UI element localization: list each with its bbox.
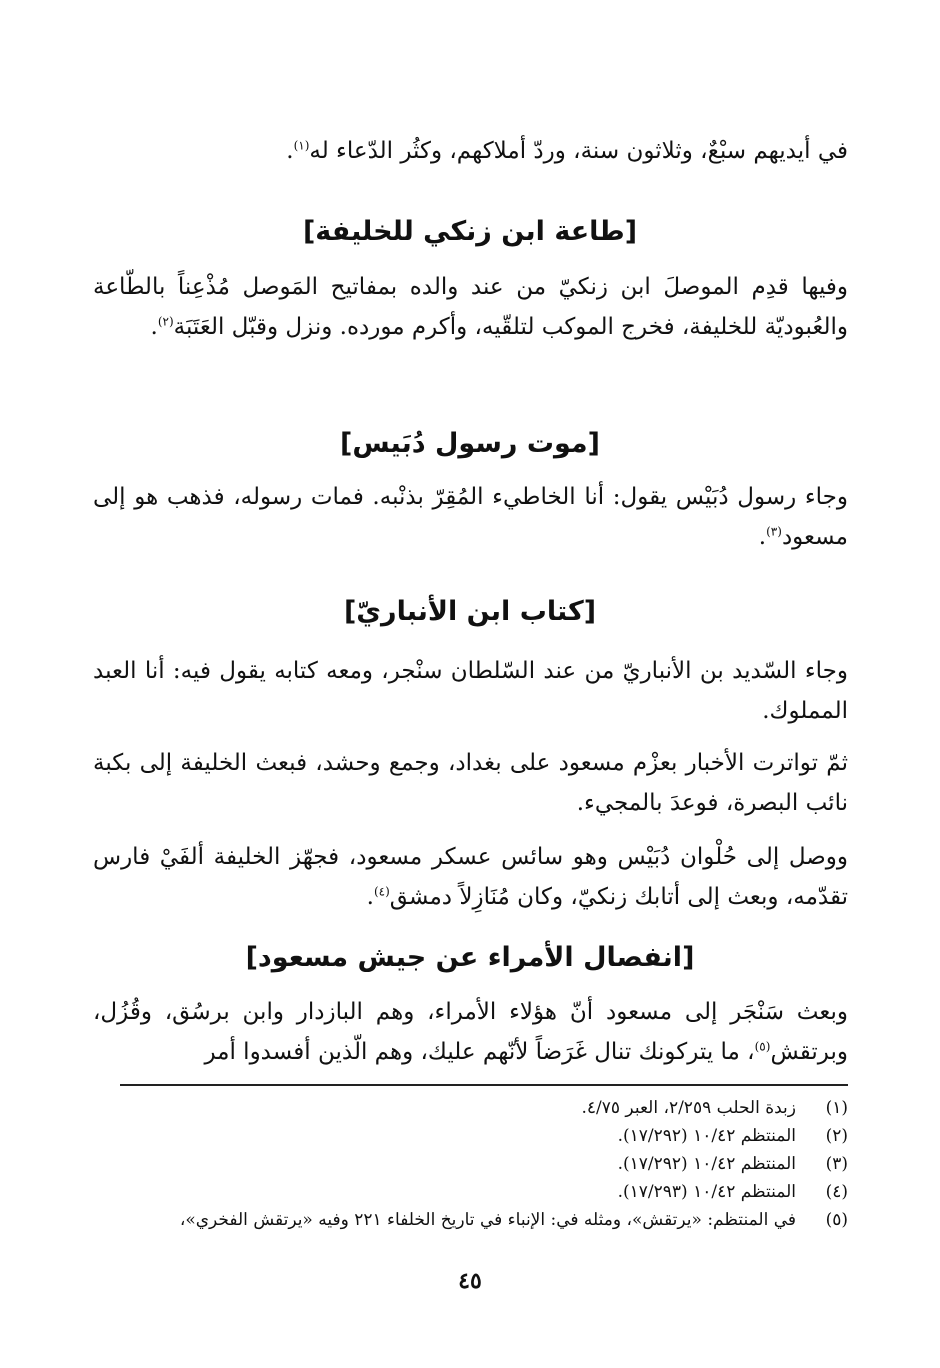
section-3-paragraph-1: [93, 651, 848, 731]
paragraph-text: ثمّ تواترت الأخبار بعزْم مسعود على بغداد، وجمع وحشد، فبعث الخليفة إلى بكبة نائب البصرة، فوعدَ بالمجيء.: [93, 750, 848, 816]
section-heading-2: [موت رسول دُبَيس]: [340, 428, 600, 459]
footnote-item: [93, 1094, 848, 1122]
footnote-item: [93, 1122, 848, 1150]
section-3-paragraph-3: [93, 837, 848, 917]
footnote-ref-4: (٤): [373, 884, 390, 899]
footnote-item: [93, 1178, 848, 1206]
footnote-number: (٢): [825, 1126, 848, 1146]
section-heading-1: [طاعة ابن زنكي للخليفة]: [302, 216, 638, 247]
footnote-ref-3: (٣): [766, 524, 782, 539]
section-3-paragraph-2: [93, 743, 848, 823]
paragraph-end: ، ما يتركونك تنال غَرَضاً لأنّهم عليك، وهم الّذين أفسدوا أمر: [204, 1039, 755, 1065]
section-1-paragraph: [93, 267, 848, 347]
footnote-ref-1: (١): [293, 138, 310, 153]
intro-end: .: [286, 138, 294, 164]
footnote-ref-5: (٥): [754, 1039, 771, 1054]
section-heading-3: [كتاب ابن الأنباريّ]: [343, 596, 597, 627]
section-4-paragraph: [93, 992, 848, 1072]
footnote-text: المنتظم ١٠/٤٢ (١٧/٢٩٢).: [617, 1154, 796, 1174]
footnote-number: (١): [825, 1098, 848, 1118]
paragraph-text: وبعث سَنْجَر إلى مسعود أنّ هؤلاء الأمراء، وهم البازدار وابن برسُق، وقُزُل، وبرتقش: [93, 999, 848, 1065]
footnote-divider: [120, 1084, 848, 1086]
intro-paragraph: [93, 131, 848, 171]
footnote-number: (٤): [825, 1182, 848, 1202]
paragraph-text: وفيها قدِم الموصلَ ابن زنكيّ من عند والده بمفاتيح المَوصل مُذْعِناً بالطّاعة والعُبوديّة للخليفة، فخرج الموكب لتلقّيه، وأكرم مورده. ونزل وقبّل العَتَبَة: [93, 274, 848, 340]
footnote-number: (٥): [825, 1210, 848, 1230]
paragraph-end: .: [366, 884, 374, 910]
paragraph-text: وجاء السّديد بن الأنباريّ من عند السّلطان سنْجر، ومعه كتابه يقول فيه: أنا العبد المملوك.: [93, 658, 848, 724]
page-number: ٤٥: [458, 1268, 482, 1294]
footnote-text: المنتظم ١٠/٤٢ (١٧/٢٩٣).: [617, 1182, 796, 1202]
section-heading-4: [انفصال الأمراء عن جيش مسعود]: [245, 942, 695, 973]
paragraph-text: ووصل إلى حُلْوان دُبَيْس وهو سائس عسكر مسعود، فجهّز الخليفة ألفَيْ فارس تقدّمه، وبعث إلى أتابك زنكيّ، وكان مُنَازِلاً دمشق: [93, 844, 848, 910]
paragraph-text: وجاء رسول دُبَيْس يقول: أنا الخاطيء المُقِرّ بذنْبه. فمات رسوله، فذهب هو إلى مسعود: [93, 484, 848, 550]
footnote-number: (٣): [825, 1154, 848, 1174]
footnotes: [93, 1094, 848, 1234]
intro-text: في أيديهم سبْعٌ، وثلاثون سنة، وردّ أملاكهم، وكثُر الدّعاء له: [309, 138, 848, 164]
footnote-text: المنتظم ١٠/٤٢ (١٧/٢٩٢).: [617, 1126, 796, 1146]
paragraph-end: .: [758, 524, 767, 550]
footnote-ref-2: (٢): [157, 314, 174, 329]
section-2-paragraph: [93, 477, 848, 557]
footnote-item: [93, 1150, 848, 1178]
paragraph-end: .: [150, 314, 158, 340]
footnote-text: زبدة الحلب ٢/٢٥٩، العبر ٤/٧٥.: [581, 1098, 796, 1118]
footnote-item: [93, 1206, 848, 1234]
footnote-text: في المنتظم: «يرتقش»، ومثله في: الإنباء في تاريخ الخلفاء ٢٢١ وفيه «يرتقش الفخري»،: [179, 1210, 796, 1230]
